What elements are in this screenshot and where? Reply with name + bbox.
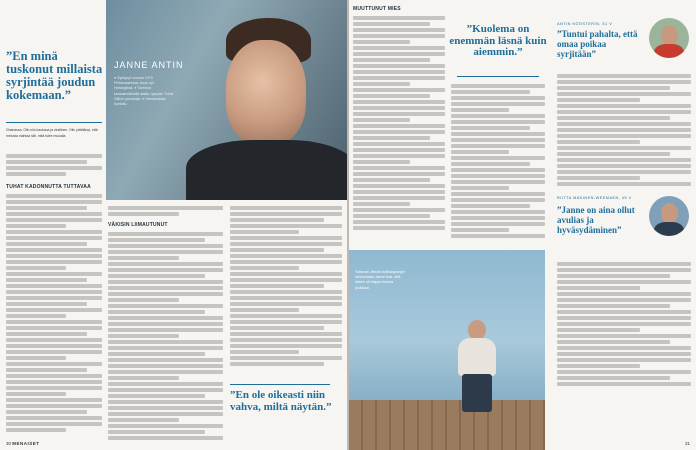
sidebar-2-quote: ”Janne on aina ollut avulias ja hyväsydäminen” (557, 205, 635, 235)
right-subheading-1: MUUTTUNUT MIES (353, 6, 401, 12)
left-pullquote-2-rule (230, 384, 330, 385)
left-page (0, 0, 347, 450)
sidebar-2-body (557, 262, 691, 392)
right-column-1-body (353, 16, 445, 246)
portrait-photo (106, 0, 347, 200)
left-column-1-body (6, 194, 102, 444)
right-page (349, 0, 696, 450)
left-subheading-1: TUHAT KADONNUTTA TUTTAVAA (6, 184, 91, 190)
portrait-caption-text: ● Syntynyt vuonna 1970 Pietarsaaressa. Asuu nyt Helsingissä. ● Toiminut kansainvälisellä alalla, nykyisin Tuhat Sätiön perustaja. ● Harrastuksia: kuntoilu. (114, 76, 174, 107)
pier-caption: Tuttavan Jännen kotikaupungin verkostossa Janne koki, että hänen oli helppo kuulua joukkoon. (355, 270, 405, 290)
magazine-name: MENAISET (12, 441, 40, 446)
sidebar-1-body (557, 74, 691, 194)
left-subheading-2: VÄKISIN LIIMAUTUNUT (108, 222, 168, 228)
left-column-1-text (6, 154, 102, 182)
sidebar-2-name: RIITTA MÄKINEN-WEEMAEN, 45 V (557, 196, 632, 200)
left-column-2-top (108, 206, 223, 220)
portrait-caption-name: JANNE ANTIN (114, 60, 184, 70)
left-column-3-body (230, 206, 342, 376)
right-page-footer (685, 441, 690, 446)
sidebar-1-quote: ”Tuntui pahalta, että omaa poikaa syrjitään” (557, 29, 638, 59)
headshot-2 (649, 196, 689, 236)
left-pullquote-2: ”En ole oikeasti niin vahva, miltä näytän.” (230, 389, 332, 413)
right-page-number: 31 (684, 441, 690, 446)
left-page-footer (6, 441, 40, 446)
sidebar-1-name: ANTIN KÖÖSTERIN, 51 V (557, 22, 613, 26)
right-column-2-body (451, 84, 545, 244)
headshot-1 (649, 18, 689, 58)
pullquote-rule (6, 122, 102, 123)
left-page-number: 30 (6, 441, 12, 446)
right-pullquote: ”Kuolema on enemmän läsnä kuin aiemmin.” (449, 23, 547, 59)
left-intro-text: Ghanassa. Olin niin kaukana ja virallinen. Olin päättänyt, että minusta mahtaa silti, mitä tulee muualla. (6, 128, 98, 138)
pier-photo (349, 250, 545, 450)
right-pullquote-rule (457, 76, 539, 77)
left-pullquote: ”En minä tuskonut millaista syrjintää joudun kokemaan.” (6, 49, 103, 103)
left-column-2-body (108, 232, 223, 444)
